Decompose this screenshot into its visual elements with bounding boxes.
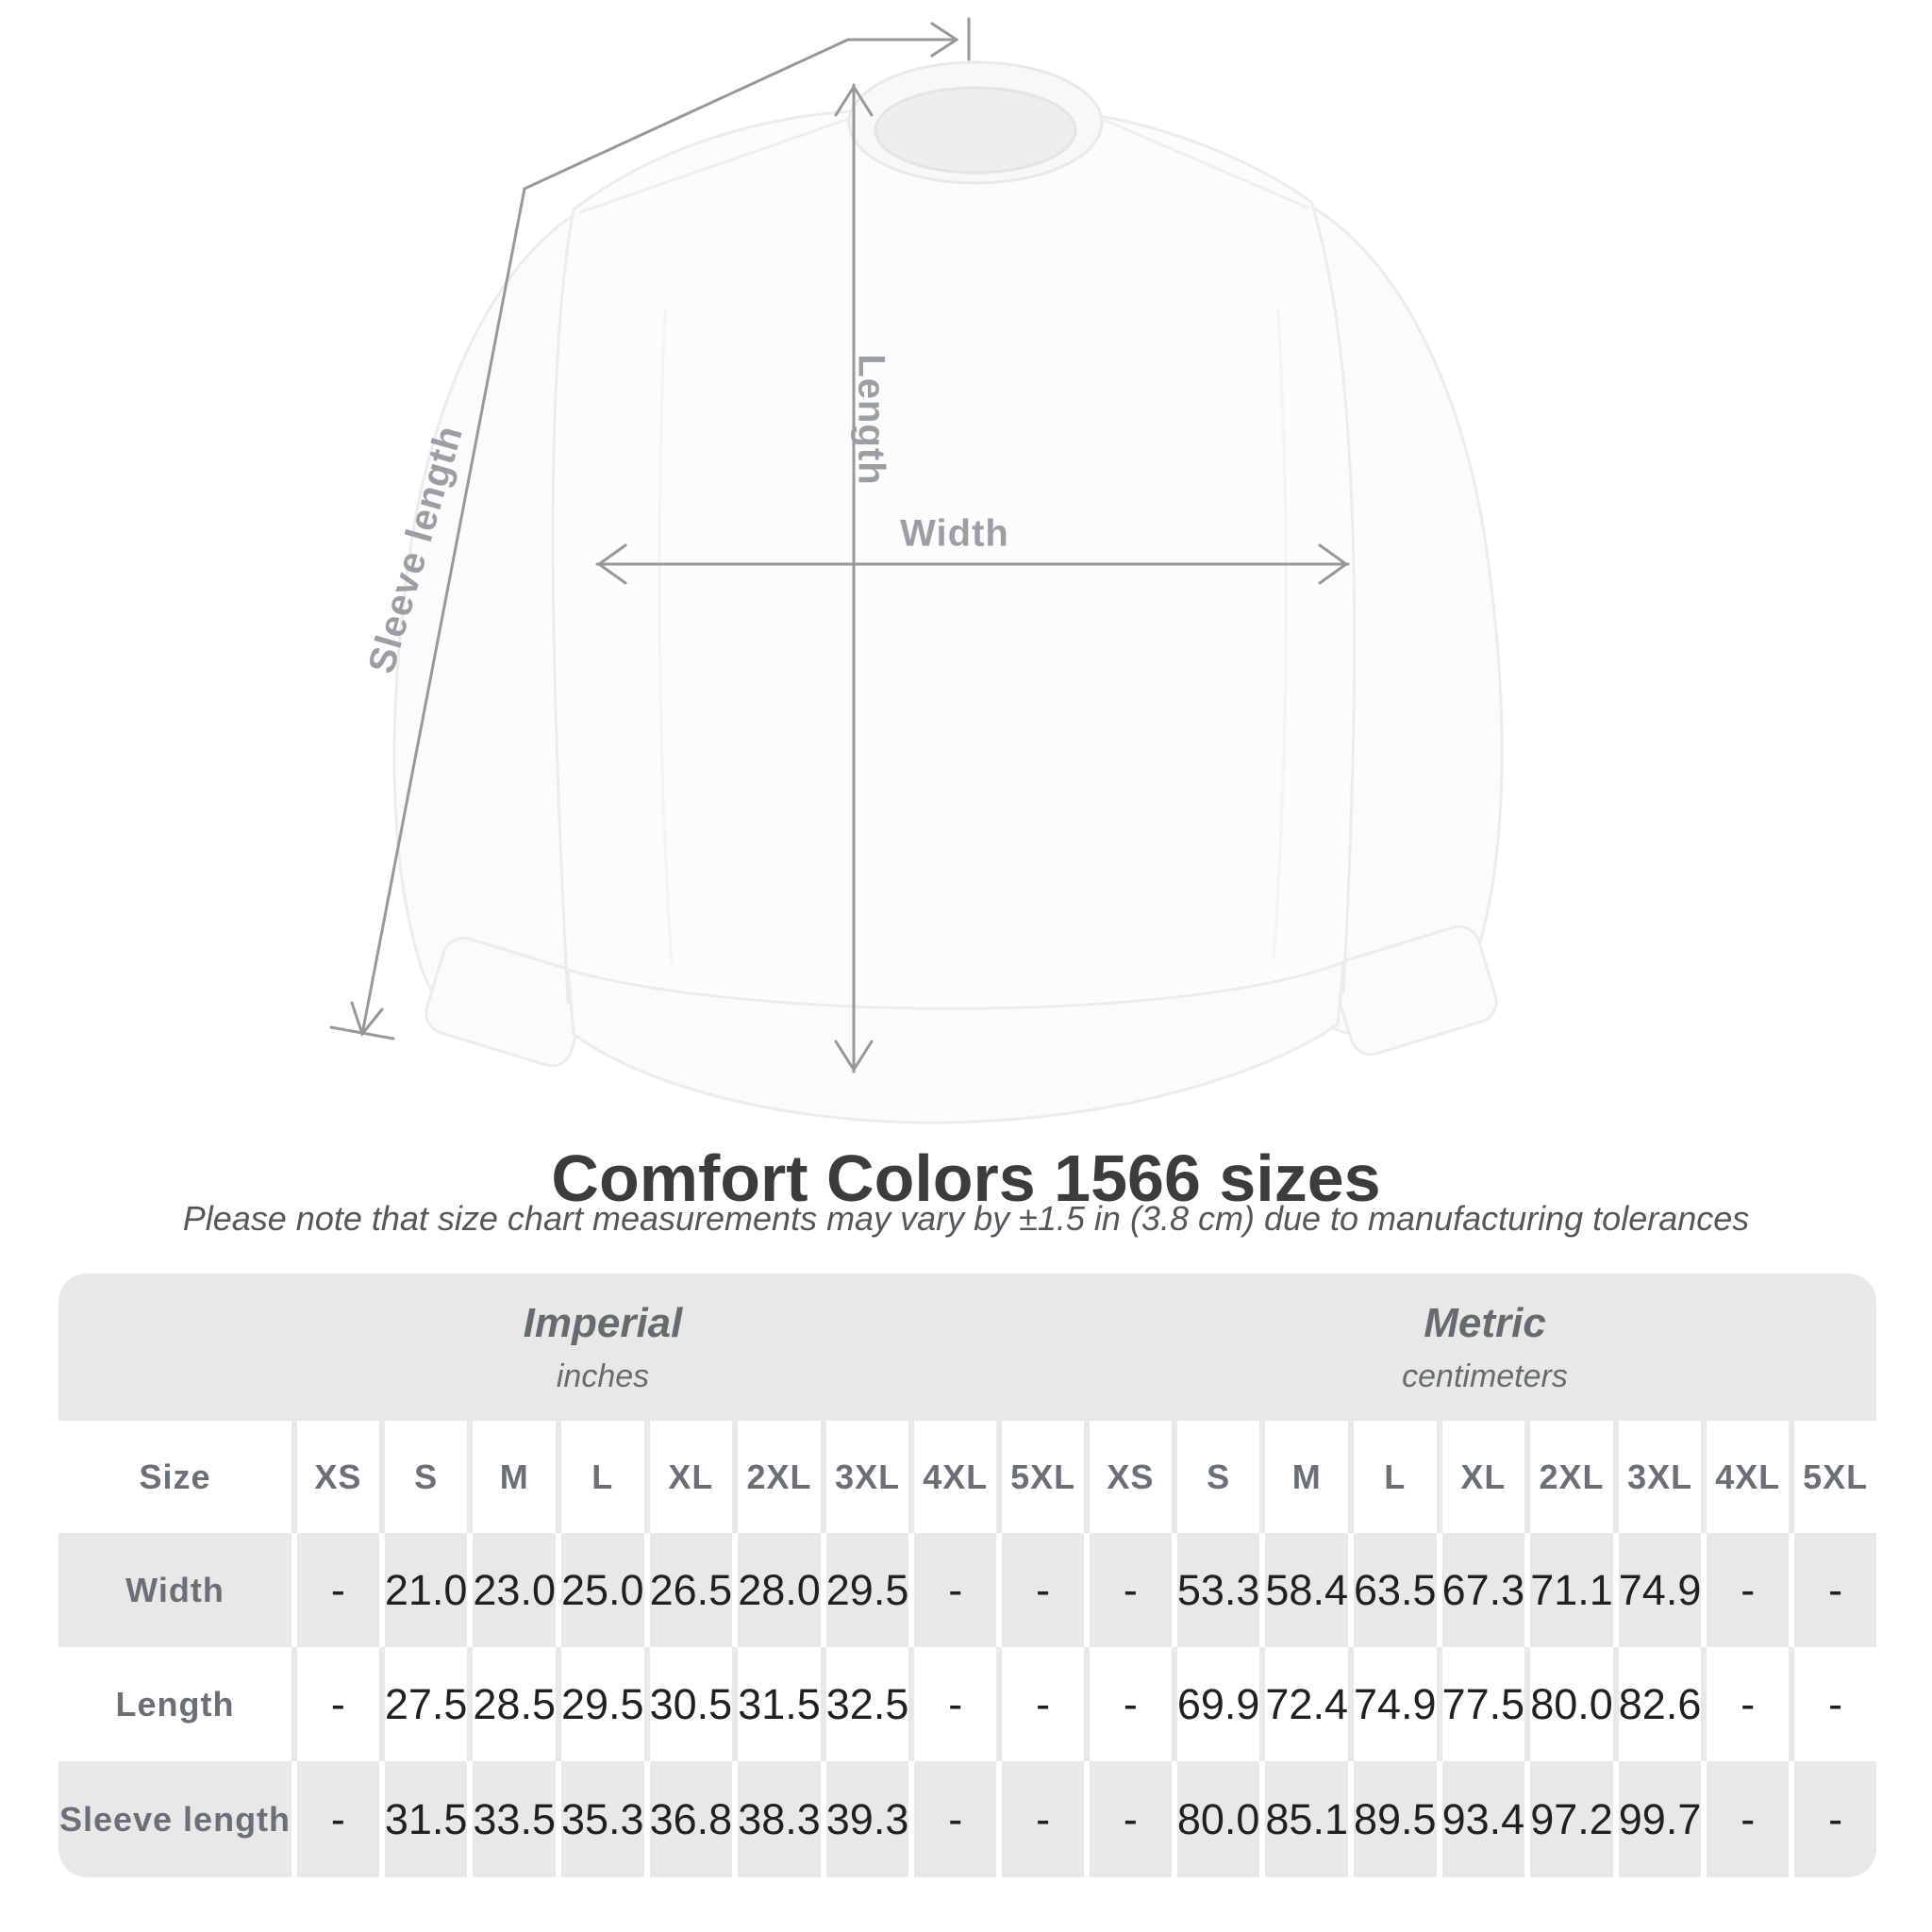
table-cell: 93.4 [1437, 1761, 1525, 1877]
size-col-header: 4XL [1701, 1421, 1789, 1533]
table-cell: - [1084, 1647, 1172, 1761]
table-cell: - [908, 1761, 996, 1877]
collar-opening [875, 88, 1075, 173]
imperial-header-group [524, 1274, 683, 1421]
table-cell: 36.8 [644, 1761, 733, 1877]
table-cell: - [1789, 1647, 1876, 1761]
torso [553, 108, 1355, 1047]
table-cell: 97.2 [1524, 1761, 1613, 1877]
row-label-length: Length [58, 1647, 291, 1761]
size-col-header: S [379, 1421, 468, 1533]
table-cell: - [908, 1533, 996, 1647]
size-col-header: 3XL [1613, 1421, 1702, 1533]
table-cell: 80.0 [1172, 1761, 1260, 1877]
table-cell: 74.9 [1348, 1647, 1437, 1761]
sleeve-top-arrow [848, 19, 969, 59]
table-cell: - [1701, 1533, 1789, 1647]
size-col-header: 5XL [1789, 1421, 1876, 1533]
table-cell: - [1084, 1761, 1172, 1877]
table-cell: - [291, 1533, 379, 1647]
table-cell: 58.4 [1259, 1533, 1348, 1647]
table-cell: 80.0 [1524, 1647, 1613, 1761]
table-cell: 28.0 [732, 1533, 821, 1647]
table-cell: 71.1 [1524, 1533, 1613, 1647]
table-cell: 89.5 [1348, 1761, 1437, 1877]
size-col-header: XL [644, 1421, 733, 1533]
size-col-header: M [467, 1421, 556, 1533]
table-cell: 72.4 [1259, 1647, 1348, 1761]
table-cell: 38.3 [732, 1761, 821, 1877]
imperial-unit-label: inches [556, 1357, 650, 1394]
table-cell: - [1701, 1761, 1789, 1877]
metric-unit-label: centimeters [1402, 1357, 1568, 1394]
table-cell: 63.5 [1348, 1533, 1437, 1647]
page-subtitle: Please note that size chart measurements may vary by ±1.5 in (3.8 cm) due to manufacturing tolerances [182, 1199, 1750, 1238]
table-corner-cell: Size [58, 1421, 291, 1533]
table-cell: - [291, 1647, 379, 1761]
size-col-header: M [1259, 1421, 1348, 1533]
size-col-header: 2XL [1524, 1421, 1613, 1533]
table-cell: 82.6 [1613, 1647, 1702, 1761]
table-cell: 23.0 [467, 1533, 556, 1647]
table-cell: 25.0 [556, 1533, 644, 1647]
table-cell: 33.5 [467, 1761, 556, 1877]
row-label-sleeve-length: Sleeve length [58, 1761, 291, 1877]
size-col-header: 3XL [821, 1421, 909, 1533]
table-cell: 39.3 [821, 1761, 909, 1877]
size-col-header: 4XL [908, 1421, 996, 1533]
table-cell: 29.5 [821, 1533, 909, 1647]
unit-band [58, 1274, 1876, 1421]
page-title: Comfort Colors 1566 sizes [551, 1141, 1381, 1215]
size-col-header: XL [1437, 1421, 1525, 1533]
table-cell: - [1084, 1533, 1172, 1647]
size-col-header: L [1348, 1421, 1437, 1533]
table-cell: 28.5 [467, 1647, 556, 1761]
size-col-header: L [556, 1421, 644, 1533]
size-col-header: XS [291, 1421, 379, 1533]
table-cell: 99.7 [1613, 1761, 1702, 1877]
size-col-header: XS [1084, 1421, 1172, 1533]
table-cell: - [1789, 1533, 1876, 1647]
table-cell: 21.0 [379, 1533, 468, 1647]
length-label: Length [850, 354, 892, 486]
table-cell: 74.9 [1613, 1533, 1702, 1647]
table-cell: 35.3 [556, 1761, 644, 1877]
table-cell: - [996, 1761, 1084, 1877]
metric-header-group [1402, 1274, 1568, 1421]
table-cell: - [908, 1647, 996, 1761]
table-cell: 30.5 [644, 1647, 733, 1761]
table-cell: 26.5 [644, 1533, 733, 1647]
table-cell: - [1789, 1761, 1876, 1877]
size-col-header: 5XL [996, 1421, 1084, 1533]
width-label: Width [900, 512, 1009, 555]
table-cell: 69.9 [1172, 1647, 1260, 1761]
size-col-header: 2XL [732, 1421, 821, 1533]
table-cell: - [996, 1647, 1084, 1761]
table-cell: 67.3 [1437, 1533, 1525, 1647]
size-col-header: S [1172, 1421, 1260, 1533]
table-cell: 32.5 [821, 1647, 909, 1761]
table-cell: - [1701, 1647, 1789, 1761]
table-cell: 77.5 [1437, 1647, 1525, 1761]
sleeve-length-label: Sleeve length [360, 421, 472, 678]
table-cell: 53.3 [1172, 1533, 1260, 1647]
table-cell: 29.5 [556, 1647, 644, 1761]
table-cell: 85.1 [1259, 1761, 1348, 1877]
table-cell: - [996, 1533, 1084, 1647]
imperial-label: Imperial [523, 1299, 683, 1346]
table-cell: 31.5 [732, 1647, 821, 1761]
size-table [58, 1274, 1876, 1877]
table-cell: 27.5 [379, 1647, 468, 1761]
table-cell: 31.5 [379, 1761, 468, 1877]
row-label-width: Width [58, 1533, 291, 1647]
table-cell: - [291, 1761, 379, 1877]
metric-label: Metric [1424, 1299, 1546, 1346]
